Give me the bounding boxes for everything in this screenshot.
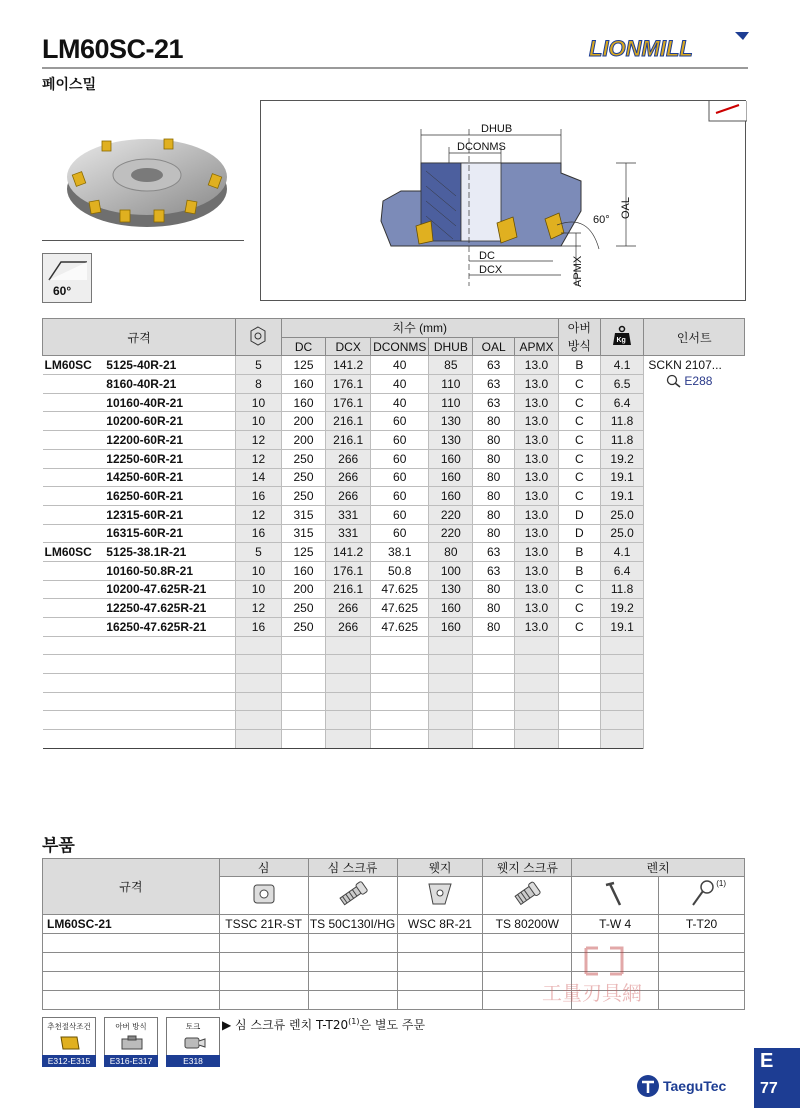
page-title: LM60SC-21 [42, 34, 184, 64]
parts-header-shim: 심 [219, 859, 308, 877]
cell-kg: 6.4 [600, 393, 644, 412]
cell-dhub: 130 [429, 412, 473, 431]
cell-kg: 11.8 [600, 431, 644, 450]
cell-dc: 250 [281, 487, 326, 506]
cell-arbor: C [558, 375, 600, 394]
badge-torque[interactable] [166, 1017, 220, 1067]
wedge-screw-icon-cell [483, 877, 572, 915]
series-name [43, 618, 105, 637]
model-code: 14250-60R-21 [104, 468, 235, 487]
cell-apmx: 13.0 [515, 505, 559, 524]
insert-icon [57, 1035, 83, 1051]
spec-row [43, 543, 745, 562]
cell-dc: 125 [281, 543, 326, 562]
cell-kg: 19.1 [600, 487, 644, 506]
cell-dhub: 110 [429, 375, 473, 394]
cell-z: 8 [236, 375, 282, 394]
model-code: 10200-60R-21 [104, 412, 235, 431]
wedge-screw-icon [510, 879, 544, 909]
model-code: 10200-47.625R-21 [104, 580, 235, 599]
cell-oal: 80 [473, 487, 515, 506]
cell-kg: 19.1 [600, 468, 644, 487]
insert-name: SCKN 2107... [648, 358, 722, 373]
series-name [43, 524, 105, 543]
cell-oal: 63 [473, 543, 515, 562]
series-name [43, 468, 105, 487]
wrench-tt20-icon-cell [659, 877, 745, 915]
page-number: 77 [760, 1080, 778, 1097]
header-insert: 인서트 [644, 319, 745, 356]
model-code: 16250-47.625R-21 [104, 618, 235, 637]
cell-dc: 200 [281, 580, 326, 599]
cell-dcx: 216.1 [326, 580, 371, 599]
cell-apmx: 13.0 [515, 393, 559, 412]
cell-oal: 63 [473, 393, 515, 412]
diagram-label-dhub: DHUB [481, 123, 513, 135]
cell-dcx: 266 [326, 487, 371, 506]
spec-row [43, 468, 745, 487]
spec-row [43, 524, 745, 543]
weight-icon [611, 325, 633, 347]
parts-wedge-screw: TS 80200W [483, 915, 572, 934]
cell-kg: 11.8 [600, 580, 644, 599]
parts-row [43, 915, 745, 934]
cell-dcx: 266 [326, 599, 371, 618]
cell-z: 16 [236, 618, 282, 637]
t-wrench-icon [600, 879, 630, 909]
diagram-label-oal: OAL [620, 196, 632, 219]
spec-table [42, 318, 745, 749]
cell-z: 5 [236, 356, 282, 375]
series-name [43, 561, 105, 580]
cell-apmx: 13.0 [515, 375, 559, 394]
parts-wedge: WSC 8R-21 [397, 915, 483, 934]
cell-arbor: C [558, 393, 600, 412]
cell-z: 16 [236, 524, 282, 543]
diagram-label-dcx: DCX [479, 264, 503, 276]
empty-row [43, 674, 745, 693]
cell-oal: 63 [473, 561, 515, 580]
cell-kg: 4.1 [600, 356, 644, 375]
header-dimensions: 치수 (mm) [281, 319, 558, 338]
badge-ref: E316-E317 [104, 1055, 158, 1067]
cell-dcx: 176.1 [326, 561, 371, 580]
header-spec: 규격 [43, 319, 236, 356]
cell-dconms: 60 [371, 431, 429, 450]
wedge-icon-cell [397, 877, 483, 915]
section-letter: E [760, 1050, 774, 1072]
magnifier-icon [666, 374, 682, 388]
cell-apmx: 13.0 [515, 431, 559, 450]
header-weight [600, 319, 644, 356]
cell-arbor: D [558, 524, 600, 543]
series-name [43, 431, 105, 450]
page-tab [754, 1048, 800, 1108]
parts-wrench-2: T-T20 [659, 915, 745, 934]
cell-dconms: 60 [371, 449, 429, 468]
cell-arbor: C [558, 431, 600, 450]
cell-z: 14 [236, 468, 282, 487]
cell-oal: 80 [473, 412, 515, 431]
cell-dc: 250 [281, 599, 326, 618]
badge-label: 토크 [185, 1022, 201, 1031]
cell-arbor: C [558, 449, 600, 468]
cell-dcx: 216.1 [326, 412, 371, 431]
header-arbor: 아버 방식 [558, 319, 600, 356]
series-name [43, 375, 105, 394]
cell-oal: 80 [473, 618, 515, 637]
cell-dcx: 331 [326, 524, 371, 543]
cell-arbor: B [558, 356, 600, 375]
parts-header-wedge: 웻지 [397, 859, 483, 877]
cell-dconms: 40 [371, 393, 429, 412]
shim-screw-icon-cell [308, 877, 397, 915]
cell-dhub: 130 [429, 431, 473, 450]
cell-oal: 80 [473, 449, 515, 468]
cell-dconms: 40 [371, 356, 429, 375]
spec-row [43, 561, 745, 580]
cell-z: 10 [236, 412, 282, 431]
cell-dc: 160 [281, 375, 326, 394]
parts-header-spec: 규격 [43, 859, 220, 915]
cell-kg: 19.2 [600, 599, 644, 618]
cell-apmx: 13.0 [515, 543, 559, 562]
cell-dhub: 110 [429, 393, 473, 412]
cell-oal: 63 [473, 375, 515, 394]
spec-row [43, 412, 745, 431]
cell-dhub: 160 [429, 599, 473, 618]
parts-header-wrench: 렌치 [572, 859, 745, 877]
cell-kg: 4.1 [600, 543, 644, 562]
cell-dcx: 216.1 [326, 431, 371, 450]
wrench-order-note: ▶ 심 스크류 렌치 T-T20$^{(1)}$은 별도 주문 [222, 1017, 426, 1032]
cell-z: 10 [236, 393, 282, 412]
cell-dcx: 331 [326, 505, 371, 524]
title-divider [42, 67, 748, 69]
model-code: 16315-60R-21 [104, 524, 235, 543]
cell-apmx: 13.0 [515, 580, 559, 599]
badge-ref: E318 [166, 1055, 220, 1067]
cell-dconms: 40 [371, 375, 429, 394]
cell-dcx: 176.1 [326, 375, 371, 394]
series-name [43, 599, 105, 618]
cell-arbor: C [558, 580, 600, 599]
svg-text:Kg: Kg [616, 336, 626, 344]
teeth-count-icon [248, 326, 268, 346]
cell-apmx: 13.0 [515, 524, 559, 543]
shim-screw-icon [336, 879, 370, 909]
cell-apmx: 13.0 [515, 412, 559, 431]
dimension-diagram [260, 100, 746, 301]
cell-z: 12 [236, 449, 282, 468]
badge-label: 추천절삭조건 [47, 1022, 91, 1031]
cell-arbor: B [558, 543, 600, 562]
cell-dconms: 60 [371, 524, 429, 543]
cell-z: 5 [236, 543, 282, 562]
cell-kg: 25.0 [600, 505, 644, 524]
series-name [43, 412, 105, 431]
shim-icon [249, 879, 279, 909]
parts-title: 부품 [42, 836, 75, 856]
cell-kg: 6.4 [600, 561, 644, 580]
cell-dc: 250 [281, 468, 326, 487]
header-dim-apmx: APMX [515, 337, 559, 356]
face-mill-photo [62, 115, 232, 233]
cell-arbor: C [558, 618, 600, 637]
diagram-label-angle: 60° [593, 214, 610, 226]
empty-row [43, 711, 745, 730]
cell-kg: 19.1 [600, 618, 644, 637]
cell-oal: 80 [473, 505, 515, 524]
diagram-label-apmx: APMX [572, 255, 584, 287]
cell-oal: 80 [473, 468, 515, 487]
cell-dc: 250 [281, 618, 326, 637]
model-code: 5125-38.1R-21 [104, 543, 235, 562]
approach-angle-label: 60° [53, 284, 72, 298]
model-code: 5125-40R-21 [104, 356, 235, 375]
cell-kg: 25.0 [600, 524, 644, 543]
cell-dconms: 47.625 [371, 599, 429, 618]
cell-dc: 160 [281, 561, 326, 580]
header-dim-dconms: DCONMS [371, 337, 429, 356]
cell-apmx: 13.0 [515, 487, 559, 506]
approach-angle-box [42, 253, 92, 303]
cell-arbor: B [558, 561, 600, 580]
cell-dc: 250 [281, 449, 326, 468]
cell-dcx: 266 [326, 449, 371, 468]
cell-z: 12 [236, 505, 282, 524]
torque-icon [181, 1035, 207, 1051]
header-dim-oal: OAL [473, 337, 515, 356]
angle-profile-icon [43, 254, 91, 284]
cell-dc: 315 [281, 505, 326, 524]
cell-arbor: D [558, 505, 600, 524]
cell-dhub: 160 [429, 618, 473, 637]
model-code: 12250-60R-21 [104, 449, 235, 468]
parts-model: LM60SC-21 [43, 915, 220, 934]
cell-dcx: 176.1 [326, 393, 371, 412]
header-dim-dc: DC [281, 337, 326, 356]
empty-row [43, 692, 745, 711]
cell-arbor: C [558, 412, 600, 431]
series-name [43, 449, 105, 468]
empty-row [43, 655, 745, 674]
insert-ref: E288 [684, 374, 713, 389]
cell-dcx: 141.2 [326, 543, 371, 562]
badge-cutting-conditions[interactable] [42, 1017, 96, 1067]
spec-row [43, 487, 745, 506]
model-code: 12200-60R-21 [104, 431, 235, 450]
badge-ref: E312-E315 [42, 1055, 96, 1067]
cell-dhub: 220 [429, 505, 473, 524]
svg-text:LIONMILL: LIONMILL [589, 36, 693, 61]
cell-kg: 6.5 [600, 375, 644, 394]
cell-dhub: 85 [429, 356, 473, 375]
cell-dconms: 60 [371, 487, 429, 506]
spec-row [43, 449, 745, 468]
spec-row [43, 599, 745, 618]
cell-dcx: 266 [326, 468, 371, 487]
taegutec-logo-icon [636, 1074, 660, 1098]
model-code: 12315-60R-21 [104, 505, 235, 524]
spec-row [43, 431, 745, 450]
page-subtitle: 페이스밀 [42, 77, 97, 93]
empty-row [43, 636, 745, 655]
torx-wrench-icon [687, 879, 717, 909]
parts-shim: TSSC 21R-ST [219, 915, 308, 934]
wrench-tw4-icon-cell [572, 877, 659, 915]
cell-oal: 63 [473, 356, 515, 375]
model-code: 10160-40R-21 [104, 393, 235, 412]
cell-kg: 11.8 [600, 412, 644, 431]
series-name [43, 505, 105, 524]
model-code: 12250-47.625R-21 [104, 599, 235, 618]
cell-z: 12 [236, 599, 282, 618]
cell-dcx: 141.2 [326, 356, 371, 375]
cell-dc: 200 [281, 431, 326, 450]
cell-dhub: 80 [429, 543, 473, 562]
badge-arbor-type[interactable] [104, 1017, 158, 1067]
cell-z: 10 [236, 561, 282, 580]
series-name [43, 487, 105, 506]
watermark [538, 944, 678, 1016]
cell-dhub: 160 [429, 449, 473, 468]
cell-dc: 160 [281, 393, 326, 412]
cell-dc: 200 [281, 412, 326, 431]
cell-dhub: 160 [429, 468, 473, 487]
cell-dconms: 47.625 [371, 580, 429, 599]
cell-dhub: 220 [429, 524, 473, 543]
cell-apmx: 13.0 [515, 356, 559, 375]
parts-header-shim-screw: 심 스크류 [308, 859, 397, 877]
cell-dhub: 130 [429, 580, 473, 599]
cell-dconms: 47.625 [371, 618, 429, 637]
wedge-icon [425, 879, 455, 909]
cell-apmx: 13.0 [515, 468, 559, 487]
parts-header-wedge-screw: 웻지 스크류 [483, 859, 572, 877]
cell-dcx: 266 [326, 618, 371, 637]
wrench-note-mark: (1) [716, 879, 726, 888]
cell-oal: 80 [473, 524, 515, 543]
cell-apmx: 13.0 [515, 599, 559, 618]
cell-arbor: C [558, 487, 600, 506]
header-dim-dhub: DHUB [429, 337, 473, 356]
cell-z: 16 [236, 487, 282, 506]
cell-dconms: 60 [371, 412, 429, 431]
cell-dc: 315 [281, 524, 326, 543]
insert-cell [644, 356, 745, 748]
svg-text:工量刃具網: 工量刃具網 [542, 981, 642, 1005]
cell-dhub: 100 [429, 561, 473, 580]
series-name [43, 580, 105, 599]
cell-apmx: 13.0 [515, 449, 559, 468]
empty-row [43, 730, 745, 749]
cell-dconms: 60 [371, 468, 429, 487]
diagram-corner-icon [709, 101, 747, 121]
series-name [43, 393, 105, 412]
parts-wrench-1: T-W 4 [572, 915, 659, 934]
spec-row [43, 618, 745, 637]
cell-z: 10 [236, 580, 282, 599]
model-code: 16250-60R-21 [104, 487, 235, 506]
cell-dconms: 38.1 [371, 543, 429, 562]
insert-ref-link[interactable] [666, 374, 742, 388]
header-teeth [236, 319, 282, 356]
spec-row [43, 580, 745, 599]
cell-dhub: 160 [429, 487, 473, 506]
diagram-label-dconms: DCONMS [457, 141, 506, 153]
parts-shim-screw: TS 50C130I/HG [308, 915, 397, 934]
diagram-label-dc: DC [479, 250, 495, 262]
cell-oal: 80 [473, 580, 515, 599]
spec-row [43, 375, 745, 394]
model-code: 8160-40R-21 [104, 375, 235, 394]
header-dim-dcx: DCX [326, 337, 371, 356]
taegutec-brand: TaeguTec [636, 1072, 746, 1100]
cell-arbor: C [558, 468, 600, 487]
cell-dconms: 50.8 [371, 561, 429, 580]
cell-z: 12 [236, 431, 282, 450]
badge-label: 아버 방식 [115, 1022, 147, 1031]
arbor-icon [119, 1035, 145, 1051]
spec-row [43, 505, 745, 524]
cell-dc: 125 [281, 356, 326, 375]
cell-kg: 19.2 [600, 449, 644, 468]
spec-row [43, 356, 745, 375]
model-code: 10160-50.8R-21 [104, 561, 235, 580]
shim-icon-cell [219, 877, 308, 915]
series-name: LM60SC [43, 356, 105, 375]
reference-badges [42, 1017, 220, 1067]
spec-row [43, 393, 745, 412]
cell-apmx: 13.0 [515, 561, 559, 580]
lionmill-logo [585, 30, 750, 64]
series-name: LM60SC [43, 543, 105, 562]
cell-oal: 80 [473, 599, 515, 618]
photo-divider [42, 240, 244, 241]
cell-arbor: C [558, 599, 600, 618]
cell-apmx: 13.0 [515, 618, 559, 637]
cell-oal: 80 [473, 431, 515, 450]
cell-dconms: 60 [371, 505, 429, 524]
